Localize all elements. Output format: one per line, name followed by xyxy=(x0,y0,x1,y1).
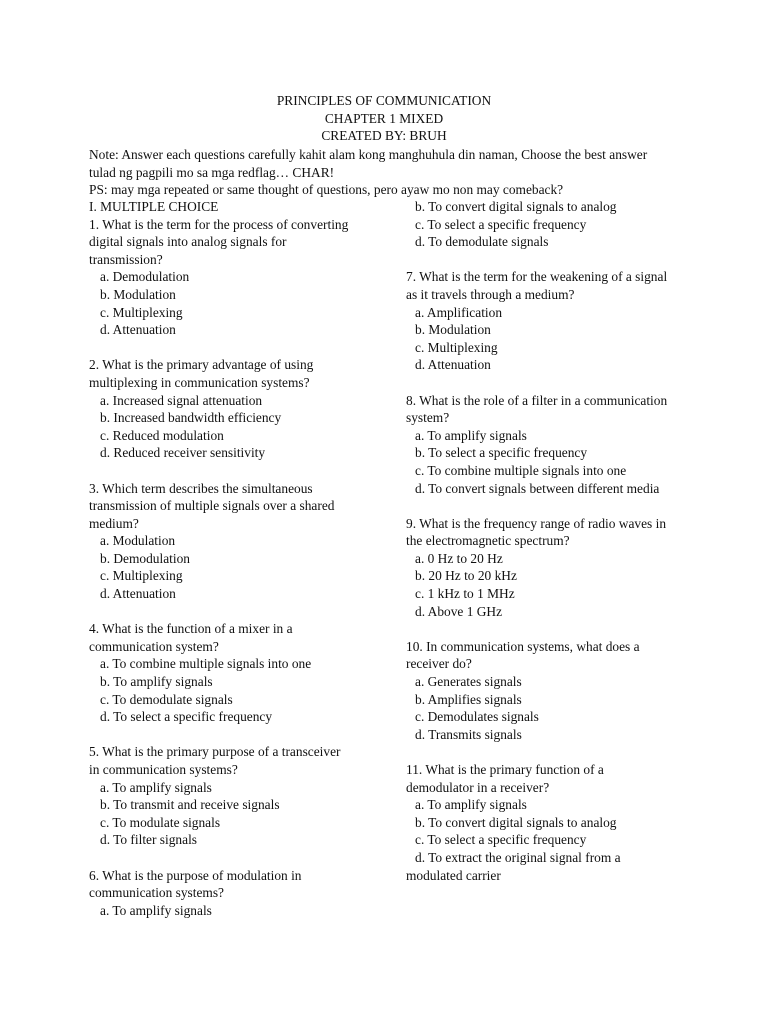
question-text: receiver do? xyxy=(406,656,472,672)
answer-option: d. Transmits signals xyxy=(415,726,522,742)
answer-option: d. To extract the original signal from a xyxy=(415,849,621,865)
answer-option: c. Demodulates signals xyxy=(415,709,539,725)
answer-option: a. To amplify signals xyxy=(100,779,212,795)
question-text: 9. What is the frequency range of radio waves in xyxy=(406,515,667,531)
question-text: 1. What is the term for the process of converting xyxy=(89,216,349,232)
question-text: multiplexing in communication systems? xyxy=(89,374,310,390)
answer-option: b. 20 Hz to 20 kHz xyxy=(415,568,517,584)
spacer xyxy=(89,339,389,357)
option-continuation: modulated carrier xyxy=(406,867,501,883)
question-text: 7. What is the term for the weakening of a signal xyxy=(406,269,668,285)
answer-option: a. To amplify signals xyxy=(415,427,527,443)
answer-option: a. To amplify signals xyxy=(415,797,527,813)
answer-option: a. Generates signals xyxy=(415,674,522,690)
question-6-continued xyxy=(406,198,696,251)
answer-option: a. 0 Hz to 20 Hz xyxy=(415,550,503,566)
spacer xyxy=(406,743,696,761)
question-text: communication systems? xyxy=(89,885,224,901)
answer-option: d. Attenuation xyxy=(100,322,176,338)
answer-option: d. Above 1 GHz xyxy=(415,603,503,619)
answer-option: b. Modulation xyxy=(415,322,491,338)
question-text: 6. What is the purpose of modulation in xyxy=(89,867,302,883)
question-text: transmission of multiple signals over a shared xyxy=(89,498,335,514)
answer-option: c. To combine multiple signals into one xyxy=(415,462,627,478)
answer-option: c. Multiplexing xyxy=(100,304,183,320)
answer-option: b. Amplifies signals xyxy=(415,691,522,707)
instructions xyxy=(89,146,709,199)
question-1 xyxy=(89,216,389,339)
answer-option: a. Amplification xyxy=(415,304,503,320)
answer-option: c. Multiplexing xyxy=(100,568,183,584)
question-4 xyxy=(89,620,389,726)
answer-option: b. Demodulation xyxy=(100,550,191,566)
answer-option: b. To convert digital signals to analog xyxy=(415,814,617,830)
document-header xyxy=(0,92,768,145)
ps-line: PS: may mga repeated or same thought of questions, pero ayaw mo non may comeback? xyxy=(89,182,564,198)
question-text: communication system? xyxy=(89,638,219,654)
question-text: 4. What is the function of a mixer in a xyxy=(89,621,293,637)
answer-option: c. To select a specific frequency xyxy=(415,216,587,232)
answer-option: a. Increased signal attenuation xyxy=(100,392,263,408)
question-text: 11. What is the primary function of a xyxy=(406,762,604,777)
spacer xyxy=(89,726,389,744)
question-3 xyxy=(89,480,389,603)
question-text: 10. In communication systems, what does a xyxy=(406,638,640,654)
answer-option: a. Demodulation xyxy=(100,269,190,285)
question-2 xyxy=(89,356,389,462)
question-text: as it travels through a medium? xyxy=(406,286,575,302)
answer-option: d. Attenuation xyxy=(415,357,491,373)
document-title: PRINCIPLES OF COMMUNICATION xyxy=(276,93,492,108)
question-text: in communication systems? xyxy=(89,762,238,777)
answer-option: b. To convert digital signals to analog xyxy=(415,199,617,214)
answer-option: d. To demodulate signals xyxy=(415,234,549,250)
right-column xyxy=(406,198,696,884)
question-6 xyxy=(89,867,389,920)
question-text: the electromagnetic spectrum? xyxy=(406,533,570,549)
answer-option: a. To combine multiple signals into one xyxy=(100,656,312,672)
question-text: digital signals into analog signals for xyxy=(89,234,287,250)
answer-option: b. Modulation xyxy=(100,286,176,302)
spacer xyxy=(406,497,696,515)
author-line: CREATED BY: BRUH xyxy=(321,128,447,144)
answer-option: a. Modulation xyxy=(100,533,176,549)
question-text: medium? xyxy=(89,515,139,531)
spacer xyxy=(89,462,389,480)
chapter-title: CHAPTER 1 MIXED xyxy=(324,110,444,126)
question-5 xyxy=(89,743,389,849)
answer-option: c. To modulate signals xyxy=(100,814,221,830)
question-text: 2. What is the primary advantage of using xyxy=(89,357,314,373)
question-text: 5. What is the primary purpose of a transceiver xyxy=(89,744,341,760)
spacer xyxy=(406,374,696,392)
question-9 xyxy=(406,515,696,621)
answer-option: d. Reduced receiver sensitivity xyxy=(100,445,266,461)
answer-option: c. To select a specific frequency xyxy=(415,832,587,848)
spacer xyxy=(406,251,696,269)
note-line-1: Note: Answer each questions carefully kahit alam kong manghuhula din naman, Choose the best answer xyxy=(89,147,648,162)
answer-option: d. To select a specific frequency xyxy=(100,709,273,725)
section-title: I. MULTIPLE CHOICE xyxy=(89,199,219,214)
spacer xyxy=(89,849,389,867)
answer-option: c. Reduced modulation xyxy=(100,427,224,443)
question-8 xyxy=(406,392,696,498)
question-text: demodulator in a receiver? xyxy=(406,779,550,795)
answer-option: c. To demodulate signals xyxy=(100,691,233,707)
spacer xyxy=(406,620,696,638)
answer-option: b. To transmit and receive signals xyxy=(100,797,280,813)
answer-option: c. Multiplexing xyxy=(415,339,498,355)
spacer xyxy=(89,603,389,621)
question-text: transmission? xyxy=(89,251,163,267)
answer-option: b. To select a specific frequency xyxy=(415,445,588,461)
answer-option: a. To amplify signals xyxy=(100,902,212,918)
question-text: 8. What is the role of a filter in a communication xyxy=(406,392,668,408)
answer-option: d. To convert signals between different media xyxy=(415,480,660,496)
answer-option: d. To filter signals xyxy=(100,832,198,848)
answer-option: c. 1 kHz to 1 MHz xyxy=(415,586,515,602)
question-7 xyxy=(406,268,696,374)
note-line-2: tulad ng pagpili mo sa mga redflag… CHAR! xyxy=(89,164,335,180)
answer-option: d. Attenuation xyxy=(100,586,176,602)
left-column xyxy=(89,198,389,919)
question-text: 3. Which term describes the simultaneous xyxy=(89,480,313,496)
question-text: system? xyxy=(406,410,450,426)
question-10 xyxy=(406,638,696,744)
answer-option: b. To amplify signals xyxy=(100,674,213,690)
question-11 xyxy=(406,761,696,884)
answer-option: b. Increased bandwidth efficiency xyxy=(100,410,282,426)
